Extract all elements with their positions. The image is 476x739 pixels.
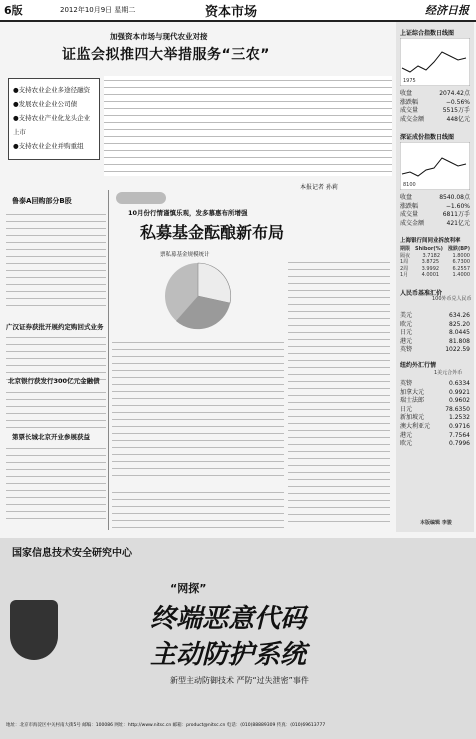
pie-slice (198, 263, 231, 303)
fx-row: 加拿大元 0.9921 (400, 388, 470, 396)
sh-row: 涨跌幅 −0.56% (400, 98, 470, 106)
lead-title: 证监会拟推四大举措服务“三农” (62, 47, 270, 63)
side-story-2-title: 广汉证券获批开展约定购回式业务 (6, 323, 104, 331)
side-story-4-title: 第票长城北京开业参展获益 (12, 433, 90, 441)
ad-line-2: 主动防护系统 (150, 640, 307, 670)
lead-bullet: ●支持农业产业化龙头企业上市 (13, 114, 91, 136)
rmb-title: 人民币基准汇价 (400, 290, 443, 297)
pie-article-sub: 10月份行情谨慎乐观，发多慕惠布所增强 (128, 209, 248, 217)
fx-row: 欧元 0.7996 (400, 440, 470, 448)
sh-index-low: 1975 (403, 78, 416, 84)
ad-org: 国家信息技术安全研究中心 (12, 548, 132, 559)
ad-tag: “网探” (170, 582, 207, 595)
lead-bullet: ●支持农业企业多途径融资 (13, 86, 91, 94)
lead-bullet: ●支持农业企业并购重组 (13, 142, 84, 150)
sz-row: 涨跌幅 −1.60% (400, 202, 470, 210)
side-story-1-title: 鲁泰A回购部分B股 (12, 197, 72, 205)
paper-name: 经济日报 (425, 4, 469, 17)
pie-article-body-2 (112, 488, 284, 528)
page-number: 6版 (4, 4, 23, 17)
sz-row: 收盘 8540.08点 (400, 194, 470, 201)
pie-article-right-col (288, 258, 390, 528)
side-story-4-body (6, 444, 106, 524)
rmb-unit: 100外币兑人民币 (432, 296, 472, 302)
fx-row: 英镑 0.6334 (400, 380, 470, 387)
sz-index-title: 深证成份指数日线图 (400, 134, 455, 141)
fx-row: 澳大利亚元 0.9716 (400, 422, 470, 430)
pie-article-body (112, 338, 284, 478)
rmb-row: 英镑 1022.59 (400, 346, 470, 354)
focus-badge (116, 192, 166, 204)
rmb-table (400, 312, 470, 355)
rmb-row: 港元 81.808 (400, 337, 470, 345)
fx-row: 新加坡元 1.2532 (400, 414, 470, 422)
lead-bullet: ●发展农业企业公司债 (13, 100, 78, 108)
shibor-title: 上海银行间同业拆放利率 (400, 238, 461, 244)
sz-row: 成交金额 421亿元 (400, 219, 470, 227)
sh-row: 成交金额 448亿元 (400, 115, 470, 123)
rmb-row: 欧元 825.20 (400, 320, 470, 328)
fx-row: 港元 7.7564 (400, 431, 470, 439)
sz-row: 成交量 6811万手 (400, 211, 470, 219)
ad-line-1: 终端恶意代码 (150, 604, 307, 634)
editors: 本版编辑 李骏 (420, 520, 452, 526)
sz-index-low: 8100 (403, 182, 416, 188)
side-story-3-body (6, 388, 106, 428)
fx-title: 纽约外汇行情 (400, 362, 437, 369)
fx-row: 瑞士法郎 0.9602 (400, 397, 470, 405)
sz-index-table (400, 194, 470, 228)
lead-body-text (104, 76, 392, 176)
fx-row: 日元 78.6350 (400, 405, 470, 413)
pie-chart (118, 258, 278, 333)
side-story-1-body (6, 210, 106, 310)
lead-bullets-box (8, 78, 100, 160)
ad-sub: 新型主动防御技术 严防“过失泄密”事件 (170, 676, 309, 685)
section-title: 资本市场 (205, 5, 258, 20)
lead-kicker: 加强资本市场与现代农业对接 (110, 32, 208, 41)
pie-article-title: 私募基金酝酿新布局 (140, 223, 285, 242)
sh-row: 成交量 5515万手 (400, 107, 470, 115)
sh-index-table (400, 90, 470, 124)
rmb-row: 美元 634.26 (400, 312, 470, 319)
sh-index-chart (400, 38, 470, 86)
rmb-row: 日元 8.0445 (400, 329, 470, 337)
sz-index-chart (400, 142, 470, 190)
lead-byline: 本报记者 孙莉 (300, 184, 338, 191)
sh-row: 收盘 2074.42点 (400, 90, 470, 97)
fx-unit: 1美元合外币 (434, 370, 463, 376)
issue-date: 2012年10月9日 星期二 (60, 6, 136, 14)
sh-index-title: 上证综合指数日线图 (400, 30, 455, 37)
side-story-3-title: 北京银行获发行300亿元金融债 (8, 377, 100, 385)
ad-footer: 地址：北京市海淀区中关村南大街5号 邮编：100086 网址：http://www.nitsc.cn 邮箱：product@nitsc.cn 电话：(010)88889309 传真：(010)69613777 (6, 723, 326, 728)
pie-chart-caption: 票私募基金规模统计 (160, 252, 210, 258)
column-divider (108, 190, 109, 530)
shibor-table: 期限 Shibor(%) 涨跌(BP) 隔夜 3.7182 1.8000 1周 3.8725 6.7300 2周 3.9992 6.2557 1月 4.0001 1.4000 (400, 246, 470, 278)
fx-table (400, 380, 470, 449)
ad-shield-logo (10, 600, 58, 660)
